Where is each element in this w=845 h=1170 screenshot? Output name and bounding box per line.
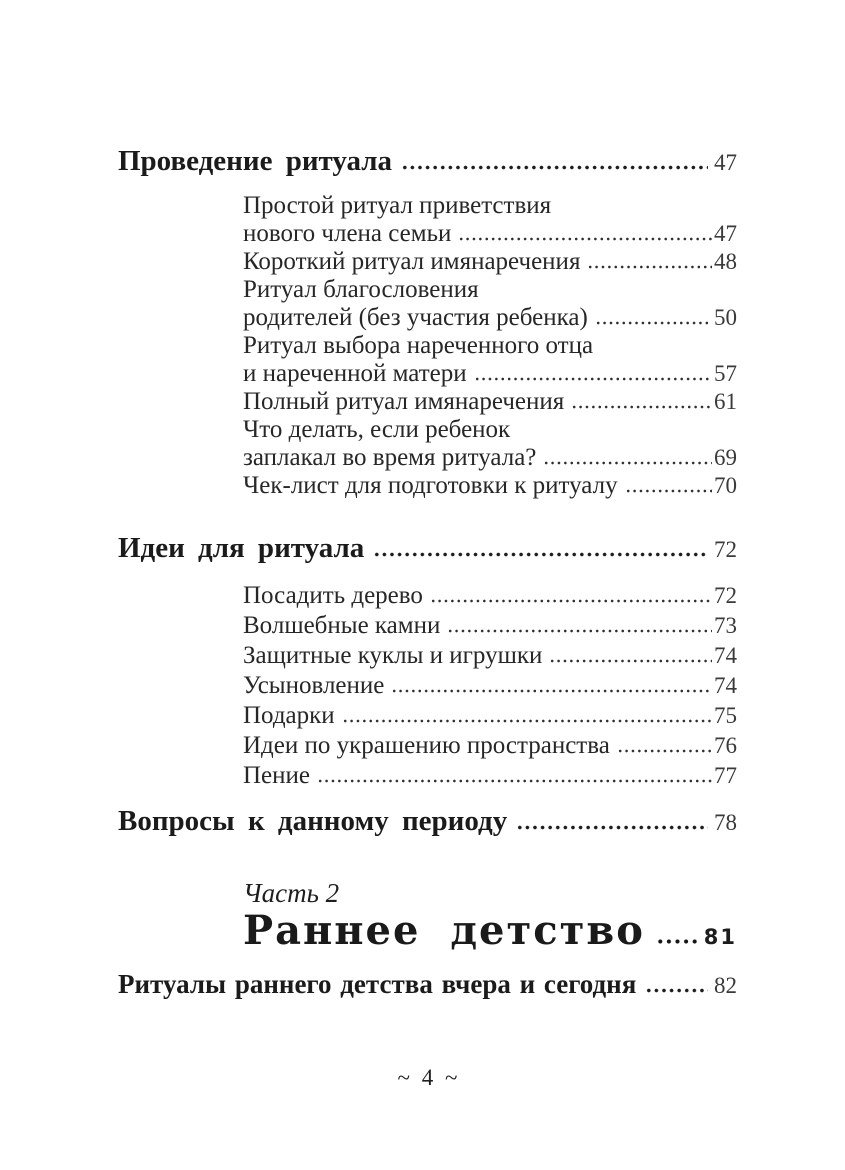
toc-entry-page-number: 70 xyxy=(714,473,737,498)
dot-leader xyxy=(595,321,712,325)
toc-heading xyxy=(118,146,737,176)
toc-entry xyxy=(243,416,737,472)
dot-leader xyxy=(543,461,712,465)
dot-leader xyxy=(474,377,712,381)
toc-entry-page-number: 74 xyxy=(714,673,737,698)
toc-heading-label: Проведение ритуала xyxy=(118,145,393,177)
toc-entry xyxy=(243,702,737,730)
dot-leader xyxy=(430,599,712,603)
toc-entry-page-number: 47 xyxy=(714,221,737,246)
toc-entry-text: Посадить дерево xyxy=(243,582,423,609)
toc-entry-text: Волшебные камни xyxy=(243,612,441,639)
dot-leader xyxy=(401,165,708,170)
dot-leader xyxy=(549,659,712,663)
toc-entry-text: Подарки xyxy=(243,702,335,729)
part-page-number: 81 xyxy=(703,925,737,949)
toc-entry xyxy=(243,472,737,500)
toc-entry xyxy=(243,276,737,332)
toc-entry-text: Простой ритуал приветствия xyxy=(243,192,552,219)
dot-leader xyxy=(516,825,708,830)
toc-entry xyxy=(243,582,737,610)
toc-entry-text: родителей (без участия ребенка) xyxy=(243,304,588,331)
toc-heading-page-number: 82 xyxy=(714,973,737,998)
toc-entry-page-number: 57 xyxy=(714,361,737,386)
dot-leader xyxy=(617,749,712,753)
toc-entry-text: Чек-лист для подготовки к ритуалу xyxy=(243,472,618,499)
toc-entry-text: заплакал во время ритуала? xyxy=(243,444,537,471)
dot-leader xyxy=(656,939,697,944)
toc-heading xyxy=(118,969,737,999)
toc-heading-page-number: 78 xyxy=(714,810,737,835)
toc-entry-page-number: 76 xyxy=(714,733,737,758)
dot-leader xyxy=(458,237,712,241)
toc-entry-text: Короткий ритуал имянаречения xyxy=(243,248,581,275)
dot-leader xyxy=(391,689,712,693)
dot-leader xyxy=(571,405,712,409)
toc-entry xyxy=(243,248,737,276)
toc-entry xyxy=(243,732,737,760)
part-label: Часть 2 xyxy=(243,878,340,908)
toc-entry xyxy=(243,672,737,700)
toc-entry-page-number: 72 xyxy=(714,583,737,608)
dot-leader xyxy=(587,265,712,269)
toc-entry xyxy=(243,612,737,640)
toc-entry-text: нового члена семьи xyxy=(243,220,452,247)
part-title: Раннее детство xyxy=(243,907,645,954)
toc-entry-text: Идеи по украшению пространства xyxy=(243,732,610,759)
toc-entry-page-number: 48 xyxy=(714,249,737,274)
toc-heading-label: Вопросы к данному периоду xyxy=(118,805,508,837)
toc-entry xyxy=(243,642,737,670)
toc-entry-text: Защитные куклы и игрушки xyxy=(243,642,543,669)
toc-entry-text: Пение xyxy=(243,762,311,789)
dot-leader xyxy=(645,988,708,993)
toc-entry-page-number: 75 xyxy=(714,703,737,728)
toc-heading xyxy=(118,533,737,563)
toc-entry-text: и нареченной матери xyxy=(243,360,467,387)
toc-entry xyxy=(243,192,737,248)
toc-entry-page-number: 69 xyxy=(714,445,737,470)
dot-leader xyxy=(373,552,708,557)
dot-leader xyxy=(342,719,712,723)
toc-entry xyxy=(243,762,737,790)
toc-heading-label: Ритуалы раннего детства вчера и сегодня xyxy=(118,969,637,999)
toc-heading-page-number: 47 xyxy=(714,150,737,175)
toc-entry-page-number: 61 xyxy=(714,389,737,414)
toc-entry-page-number: 73 xyxy=(714,613,737,638)
dot-leader xyxy=(625,489,712,493)
toc-subentry-list xyxy=(243,192,737,500)
toc-heading xyxy=(118,806,737,836)
dot-leader xyxy=(447,629,712,633)
toc-heading-page-number: 72 xyxy=(714,537,737,562)
toc-entry xyxy=(243,388,737,416)
toc-entry xyxy=(243,332,737,388)
toc-heading-label: Идеи для ритуала xyxy=(118,532,365,564)
toc-entry-text: Что делать, если ребенок xyxy=(243,416,511,443)
toc-entry-text: Ритуал благословения xyxy=(243,276,479,303)
part-block xyxy=(243,878,737,954)
dot-leader xyxy=(317,779,712,783)
toc-entry-text: Ритуал выбора нареченного отца xyxy=(243,332,594,359)
toc-entry-page-number: 74 xyxy=(714,643,737,668)
toc-entry-text: Полный ритуал имянаречения xyxy=(243,388,565,415)
page-number-footer: ~ 4 ~ xyxy=(397,1065,458,1090)
toc-subentry-list xyxy=(243,582,737,790)
toc-entry-text: Усыновление xyxy=(243,672,385,699)
toc-entry-page-number: 50 xyxy=(714,305,737,330)
toc-entry-page-number: 77 xyxy=(714,763,737,788)
part-title-row xyxy=(243,908,737,954)
